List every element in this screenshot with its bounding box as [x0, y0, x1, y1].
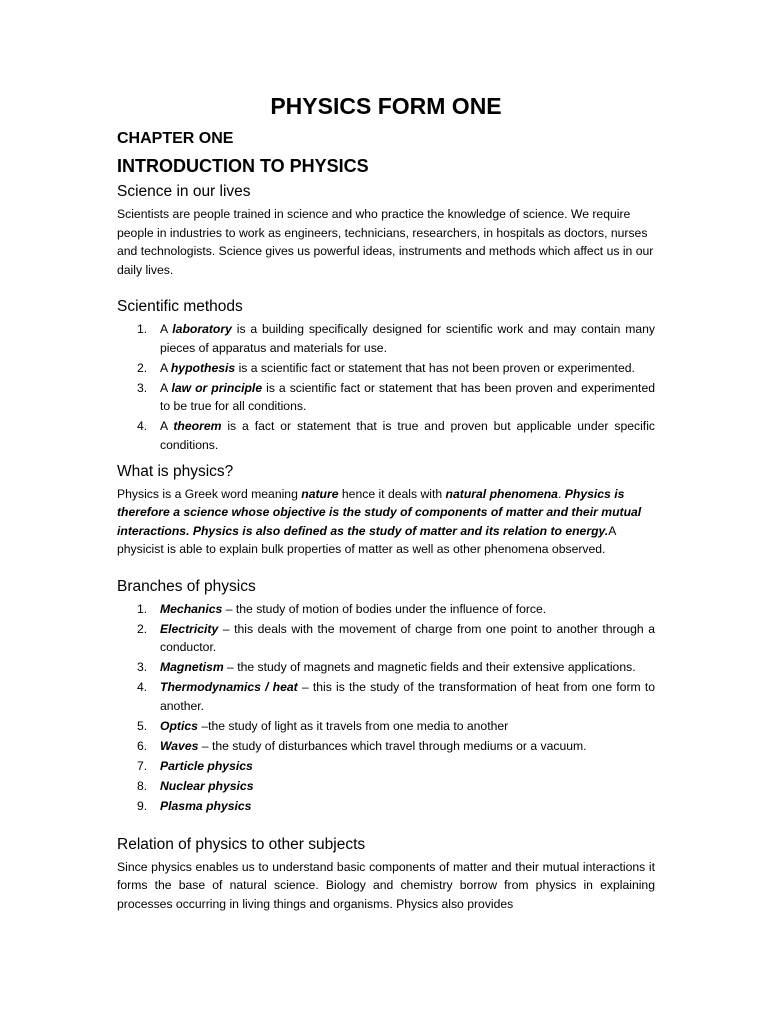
methods-heading: Scientific methods — [117, 298, 243, 315]
list-item — [117, 678, 655, 715]
term-law-or-principle: law or principle — [171, 380, 263, 395]
what-is-physics-heading: What is physics? — [117, 462, 234, 480]
science-paragraph: Scientists are people trained in science and who practice the knowledge of science. We require people in industries to work as engineers, technicians, researchers, in hospitals as doctors, nurses and technologists. Science gives us powerful ideas, instruments and methods which affect us in our daily lives. — [117, 207, 654, 277]
list-number: 2. — [137, 621, 148, 636]
branch-term: Mechanics — [160, 601, 223, 616]
branch-description: – the study of magnets and magnetic fields and their extensive applications. — [223, 660, 636, 674]
branch-description: – the study of motion of bodies under the influence of force. — [222, 601, 547, 616]
text-run: . — [557, 486, 565, 501]
list-number: 3. — [137, 380, 148, 395]
relation-heading: Relation of physics to other subjects — [117, 835, 366, 853]
branch-term: Waves — [160, 738, 199, 753]
document-page — [117, 88, 655, 913]
list-item — [117, 320, 655, 357]
item-prefix: A — [160, 419, 174, 433]
branch-description: – the study of disturbances which travel through mediums or a vacuum. — [198, 738, 587, 753]
text-run: Physics is a Greek word meaning — [117, 486, 302, 501]
emphasis-definition: Physics is therefore a science whose objective is the study of components of matter and their mutual interactions. Physics is also defined as the study of matter and its relation to energy. — [117, 486, 642, 538]
item-prefix: A — [160, 322, 173, 336]
science-heading: Science in our lives — [117, 183, 251, 200]
branch-description: – this is the study of the transformation of heat from one form to another. — [160, 680, 655, 713]
list-item — [117, 417, 655, 454]
list-number: 9. — [137, 798, 148, 813]
branch-term: Particle physics — [160, 758, 253, 773]
methods-list — [117, 320, 655, 454]
branch-term: Electricity — [160, 621, 219, 636]
term-hypothesis: hypothesis — [170, 360, 236, 375]
list-item — [117, 737, 655, 756]
list-item — [117, 658, 655, 677]
list-number: 1. — [137, 322, 148, 336]
item-definition: is a fact or statement that is true and proven but applicable under specific conditions. — [160, 419, 655, 452]
branch-term: Magnetism — [160, 660, 224, 674]
item-definition: is a building specifically designed for scientific work and may contain many pieces of apparatus and materials for use. — [160, 322, 655, 355]
list-item — [117, 379, 655, 416]
physics-paragraph — [117, 485, 655, 559]
branch-term: Thermodynamics / heat — [160, 680, 298, 694]
item-prefix: A — [160, 360, 171, 375]
branch-term: Nuclear physics — [160, 778, 254, 793]
branch-term: Plasma physics — [160, 798, 252, 813]
branch-description: –the study of light as it travels from one media to another — [197, 718, 509, 733]
branch-description: – this deals with the movement of charge from one point to another through a conductor. — [160, 621, 655, 654]
branches-list — [117, 600, 655, 816]
list-number: 7. — [137, 758, 148, 773]
list-item — [117, 797, 655, 816]
item-definition: is a scientific fact or statement that has been proven and experimented to be true for all conditions. — [160, 380, 655, 413]
list-number: 2. — [137, 360, 148, 375]
list-number: 8. — [137, 778, 148, 793]
list-number: 5. — [137, 718, 148, 733]
list-item — [117, 757, 655, 776]
chapter-heading: CHAPTER ONE — [117, 130, 234, 147]
list-number: 4. — [137, 680, 148, 694]
branch-term: Optics — [160, 718, 198, 733]
item-prefix: A — [160, 380, 172, 395]
list-number: 6. — [137, 738, 148, 753]
relation-paragraph: Since physics enables us to understand basic components of matter and their mutual interactions it forms the base of natural science. Biology and chemistry borrow from physics in explaining processes occurring in living things and organisms. Physics also provides — [117, 859, 655, 911]
list-item — [117, 359, 655, 378]
branches-heading: Branches of physics — [117, 577, 256, 595]
introduction-heading: INTRODUCTION TO PHYSICS — [117, 156, 369, 176]
text-run: hence it deals with — [338, 486, 446, 501]
term-theorem: theorem — [173, 419, 222, 433]
list-number: 1. — [137, 601, 148, 616]
text-run: A physicist is able to explain bulk properties of matter as well as other phenomena observed. — [117, 523, 616, 556]
term-laboratory: laboratory — [172, 322, 232, 336]
list-item — [117, 600, 655, 619]
list-number: 3. — [137, 660, 148, 674]
item-definition: is a scientific fact or statement that has not been proven or experimented. — [235, 360, 635, 375]
list-number: 4. — [137, 419, 148, 433]
list-item — [117, 777, 655, 796]
emphasis-nature: nature — [301, 486, 339, 501]
list-item — [117, 717, 655, 736]
document-title: PHYSICS FORM ONE — [270, 93, 502, 119]
list-item — [117, 620, 655, 657]
emphasis-natural-phenomena: natural phenomena — [445, 486, 558, 501]
